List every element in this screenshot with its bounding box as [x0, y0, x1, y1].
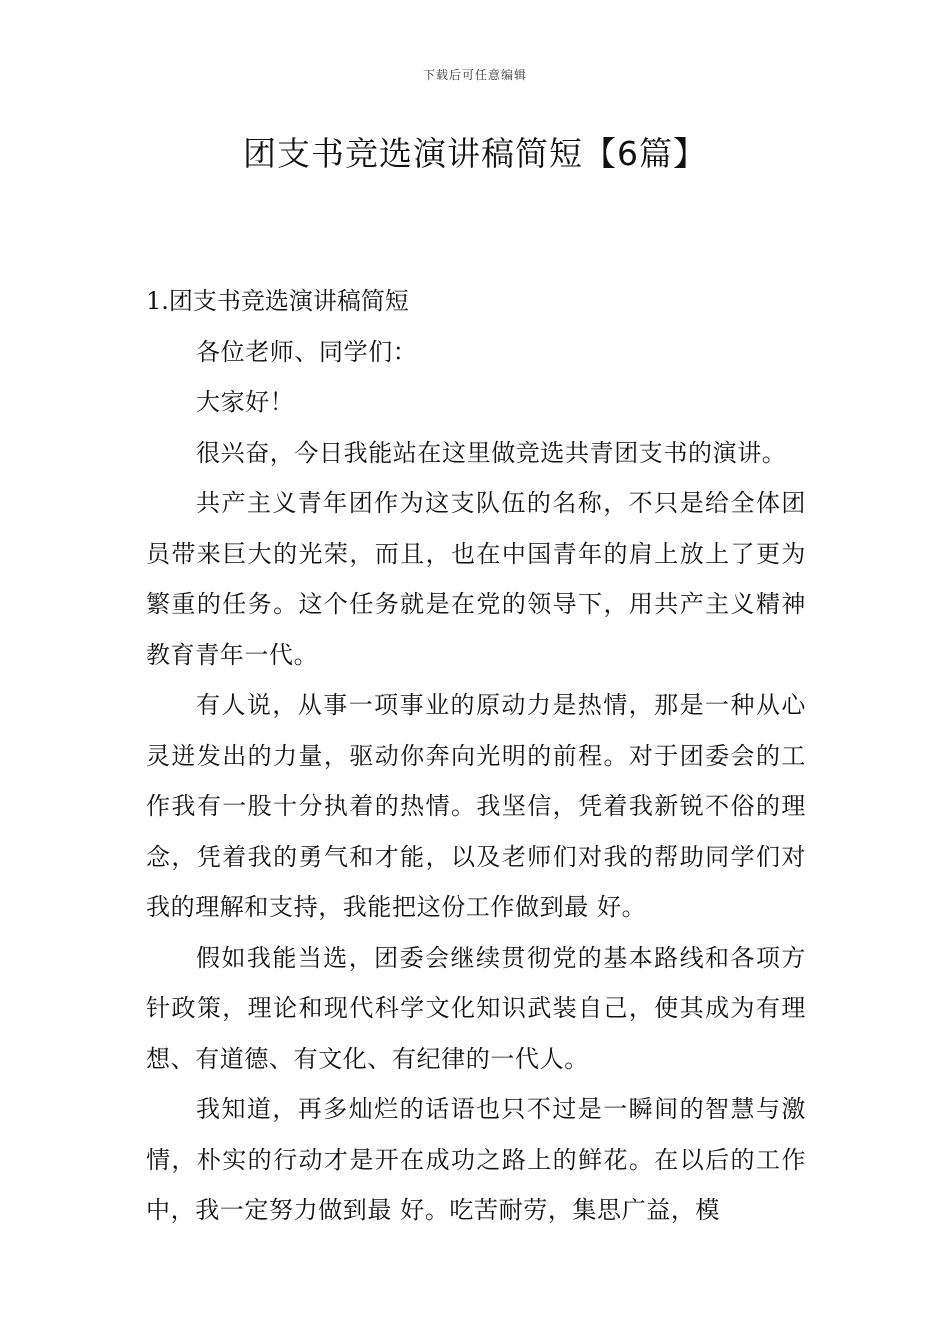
paragraph-league-mission: 共产主义青年团作为这支队伍的名称，不只是给全体团员带来巨大的光荣，而且，也在中国青年的肩上放上了更为繁重的任务。这个任务就是在党的领导下，用共产主义精神教育青年一代。: [146, 489, 806, 669]
document-title: 团支书竞选演讲稿简短【6篇】: [243, 134, 707, 173]
section-heading: 1.团支书竞选演讲稿简短: [146, 287, 409, 315]
paragraph-if-elected: 假如我能当选，团委会继续贯彻党的基本路线和各项方针政策，理论和现代科学文化知识武装自己，使其成为有理想、有道德、有文化、有纪律的一代人。: [146, 943, 806, 1073]
header-note: 下载后可任意编辑: [422, 68, 527, 82]
paragraph-greeting: 大家好！: [196, 388, 295, 416]
paragraph-passion: 有人说，从事一项事业的原动力是热情，那是一种从心灵迸发出的力量，驱动你奔向光明的前程。对于团委会的工作我有一股十分执着的热情。我坚信，凭着我新锐不俗的理念，凭着我的勇气和才能，以及老师们对我的帮助同学们对我的理解和支持，我能把这份工作做到最 好。: [146, 691, 806, 921]
paragraph-intro: 很兴奋，今日我能站在这里做竞选共青团支书的演讲。: [196, 438, 787, 467]
paragraph-salutation: 各位老师、同学们：: [196, 337, 418, 366]
document-body: [146, 276, 806, 1236]
paragraph-action: 我知道，再多灿烂的话语也只不过是一瞬间的智慧与激情，朴实的行动才是开在成功之路上的鲜花。在以后的工作中，我一定努力做到最 好。吃苦耐劳，集思广益，模: [146, 1095, 806, 1224]
